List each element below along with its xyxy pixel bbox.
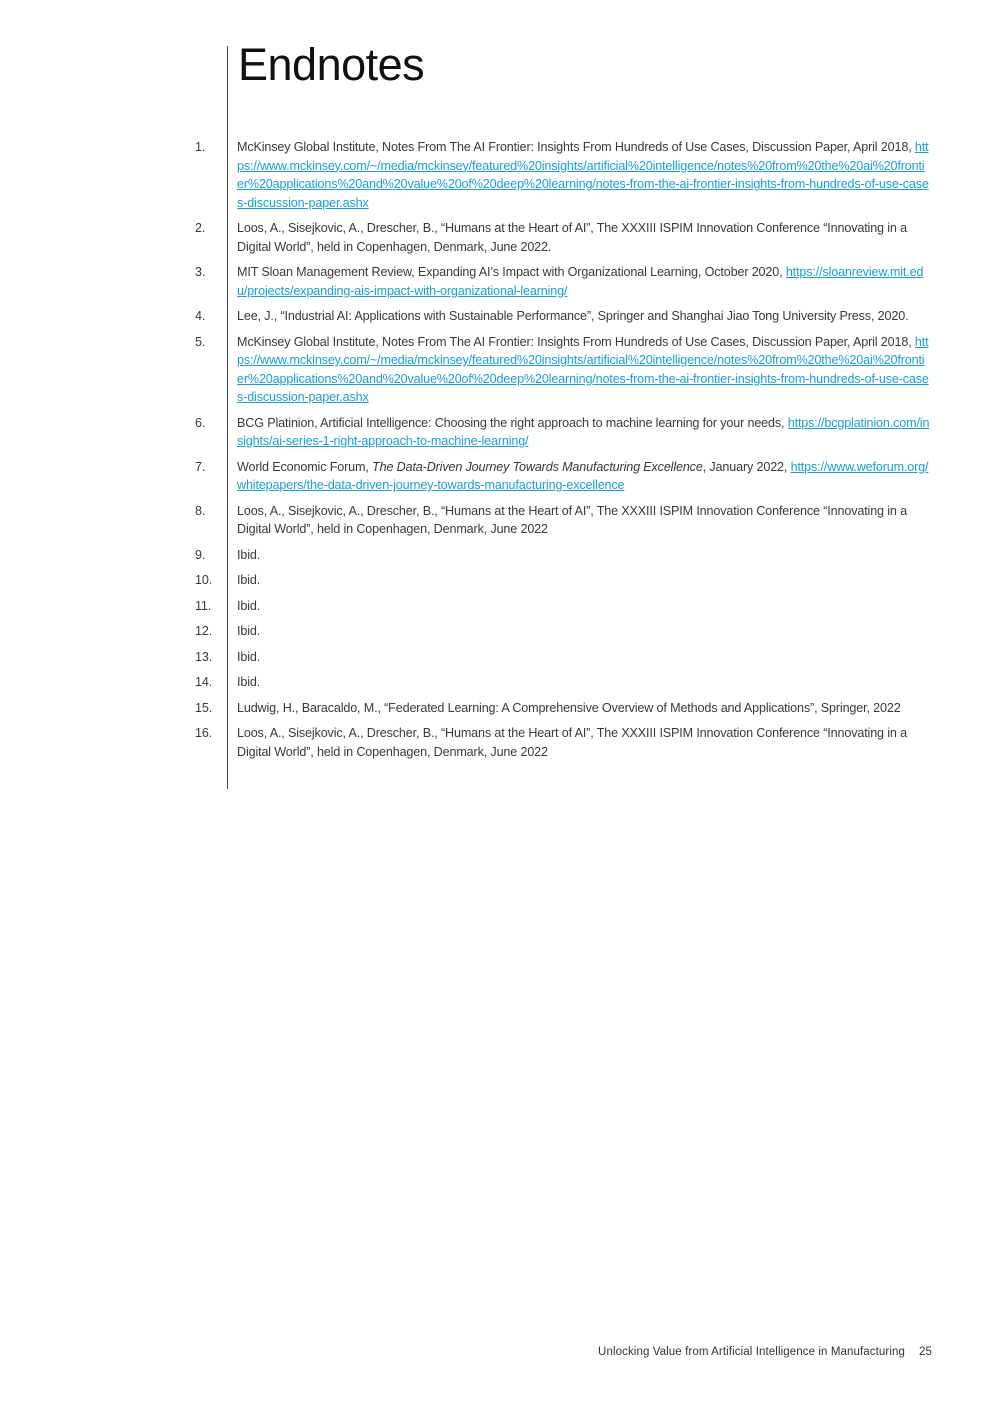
endnote-body <box>237 138 931 212</box>
endnote-body <box>237 502 931 539</box>
endnote-item <box>0 219 992 256</box>
endnote-number: 9. <box>195 547 206 562</box>
endnote-number: 10. <box>195 573 213 587</box>
endnote-text: World Economic Forum, <box>237 459 373 474</box>
endnote-number: 16. <box>195 726 213 740</box>
footer-document-title: Unlocking Value from Artificial Intelligence in Manufacturing <box>598 1346 905 1358</box>
endnote-body <box>237 263 931 300</box>
endnote-item <box>0 307 992 326</box>
endnote-body <box>237 724 931 761</box>
endnote-number: 3. <box>195 265 206 279</box>
page-title: Endnotes <box>238 39 425 90</box>
endnote-text: Lee, J., “Industrial AI: Applications with Sustainable Performance”, Springer and Shanghai Jiao Tong University Press, 2020. <box>237 309 909 323</box>
endnote-item <box>0 502 992 539</box>
endnote-number: 4. <box>195 309 206 323</box>
page-number: 25 <box>919 1346 932 1358</box>
endnote-body <box>237 414 931 451</box>
endnotes-list <box>0 138 992 768</box>
endnote-item <box>0 597 992 616</box>
endnote-number: 1. <box>195 140 206 154</box>
endnote-body <box>237 673 931 692</box>
endnote-body <box>237 597 931 616</box>
page-footer <box>598 1346 932 1358</box>
endnote-link[interactable]: https://sloanreview.mit.edu/projects/expanding-ais-impact-with-organizational-learning/ <box>237 265 924 298</box>
endnote-body <box>237 219 931 256</box>
endnote-item <box>0 673 992 692</box>
endnote-item <box>0 622 992 641</box>
endnote-number: 13. <box>195 649 213 664</box>
endnote-item <box>0 414 992 451</box>
endnote-link[interactable]: https://www.weforum.org/whitepapers/the-data-driven-journey-towards-manufacturing-excellence <box>237 459 929 492</box>
endnote-number: 11. <box>195 598 212 613</box>
endnote-body <box>237 648 931 667</box>
endnote-item <box>0 699 992 718</box>
endnote-link[interactable]: https://www.mckinsey.com/~/media/mckinsey/featured%20insights/artificial%20intelligence/notes%20from%20the%20ai%20frontier%20applications%20and%20value%20of%20deep%20learning/notes-from-the-ai-frontier-insights-from-hundreds-of-use-cases-discussion-paper.ashx <box>237 140 929 210</box>
endnote-item <box>0 263 992 300</box>
endnote-body <box>237 546 931 565</box>
endnote-text: Loos, A., Sisejkovic, A., Drescher, B., “Humans at the Heart of AI”, The XXXIII ISPIM Innovation Conference “Innovating in a Digital World”, held in Copenhagen, Denmark, June 2022 <box>237 726 907 759</box>
endnote-item <box>0 724 992 761</box>
endnote-number: 12. <box>195 624 213 638</box>
endnote-number: 14. <box>195 675 213 689</box>
endnote-item <box>0 648 992 667</box>
endnote-text: BCG Platinion, Artificial Intelligence: Choosing the right approach to machine learning for your needs, <box>237 415 788 430</box>
endnote-body <box>237 571 931 590</box>
endnote-text: McKinsey Global Institute, Notes From The AI Frontier: Insights From Hundreds of Use Cases, Discussion Paper, April 2018, <box>237 334 915 349</box>
endnote-number: 5. <box>195 334 206 349</box>
endnote-text: Loos, A., Sisejkovic, A., Drescher, B., “Humans at the Heart of AI”, The XXXIII ISPIM Innovation Conference “Innovating in a Digital World”, held in Copenhagen, Denmark, June 2022. <box>237 221 907 254</box>
endnote-number: 8. <box>195 503 206 518</box>
endnote-text-after: , January 2022, <box>702 459 791 474</box>
endnote-item <box>0 138 992 212</box>
endnote-body <box>237 458 931 495</box>
endnote-text: Ibid. <box>237 624 261 638</box>
endnote-number: 6. <box>195 415 206 430</box>
endnote-number: 15. <box>195 700 213 715</box>
endnote-text: Ibid. <box>237 675 261 689</box>
endnote-item <box>0 333 992 407</box>
endnote-number: 2. <box>195 221 206 235</box>
endnote-body <box>237 333 931 407</box>
endnote-text: Ibid. <box>237 547 261 562</box>
endnote-text: MIT Sloan Management Review, Expanding AI’s Impact with Organizational Learning, October 2020, <box>237 265 786 279</box>
endnote-text: Ibid. <box>237 649 261 664</box>
endnote-link[interactable]: https://www.mckinsey.com/~/media/mckinsey/featured%20insights/artificial%20intelligence/notes%20from%20the%20ai%20frontier%20applications%20and%20value%20of%20deep%20learning/notes-from-the-ai-frontier-insights-from-hundreds-of-use-cases-discussion-paper.ashx <box>237 334 929 404</box>
endnote-number: 7. <box>195 459 206 474</box>
endnote-text: Ludwig, H., Baracaldo, M., “Federated Learning: A Comprehensive Overview of Methods and Applications”, Springer, 2022 <box>237 700 901 715</box>
endnote-body <box>237 699 931 718</box>
endnote-item <box>0 458 992 495</box>
endnote-italic-title: The Data-Driven Journey Towards Manufacturing Excellence <box>372 459 703 474</box>
endnote-link[interactable]: https://bcgplatinion.com/insights/ai-series-1-right-approach-to-machine-learning/ <box>237 415 930 448</box>
endnote-text: Ibid. <box>237 573 261 587</box>
endnote-item <box>0 571 992 590</box>
endnote-body <box>237 622 931 641</box>
endnote-text: Ibid. <box>237 598 261 613</box>
endnote-body <box>237 307 931 326</box>
endnote-item <box>0 546 992 565</box>
endnote-text: McKinsey Global Institute, Notes From The AI Frontier: Insights From Hundreds of Use Cases, Discussion Paper, April 2018, <box>237 140 915 154</box>
endnote-text: Loos, A., Sisejkovic, A., Drescher, B., “Humans at the Heart of AI”, The XXXIII ISPIM Innovation Conference “Innovating in a Digital World”, held in Copenhagen, Denmark, June 2022 <box>237 503 907 536</box>
